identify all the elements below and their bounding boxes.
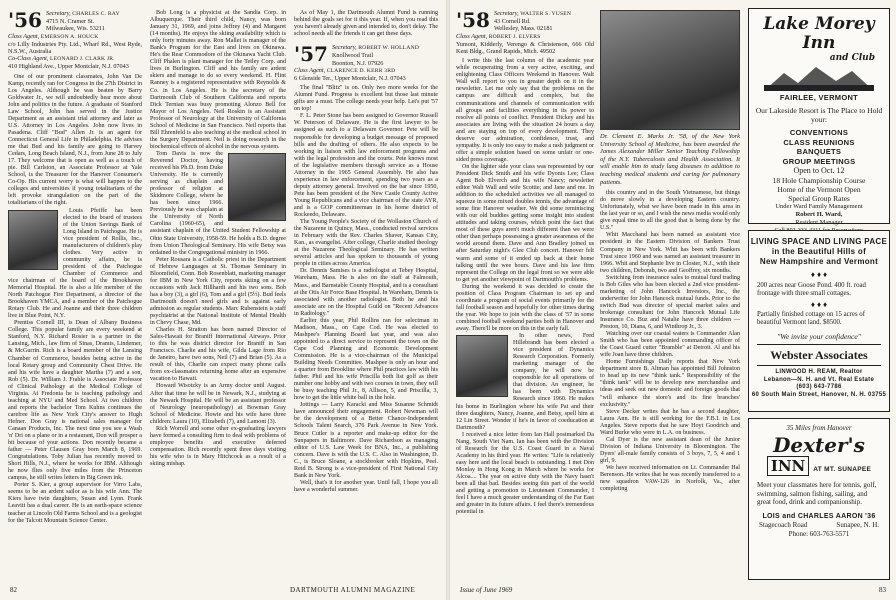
article-paragraph: Home Furnishings Daily reports that New York department store B. Altman has appointed Bill Johnston to head up its new "think tank." Responsibility of the "think tank" will be to develop new merchandise and ideas and seek out new domestic and foreign goods that "will enhance the store's and its fine branches' exclusivity.": [600, 359, 740, 408]
listing-text: 200 acres near Goose Pond. 400 ft. road frontage with three small cottages.: [757, 282, 866, 297]
agent-label: Class Agent,: [456, 32, 488, 40]
agent-address: c/o Lilly Industries Pty. Ltd., Wharf Rd., West Ryde, N.S.W., Australia: [8, 40, 142, 56]
article-paragraph: In other news, Fred Hillebrandt has been elected a vice president of Dynamics Research Corporation. Formerly marketing manager of the company, he will now be responsible for all operations of that division. An engineer, he has been with Dynamics Research since 1960. He makes his home in Burlington where his wife Pat and their three daughters, Nancy, Joanne, and Betsy, spell him at 12 Lin Street. Wonder if he's in favor of coeducation at Dartmouth?: [456, 333, 594, 431]
inn-event: BANQUETS: [796, 147, 842, 156]
secretary-city: Boonton, N.J. 07926: [331, 59, 384, 67]
column-2: [150, 10, 286, 580]
ad-headline: New Hampshire and Vermont: [759, 257, 879, 266]
realtor-name: LINWOOD H. REAM, Realtor: [775, 369, 863, 375]
article-paragraph: Dr. Dennis Samises is a radiologist at Tebey Hospital, Wareham, Mass. He is also on the staff at Falmouth, Mass., and Barnstable County Hospital, and is a consultant at the Otis Air Force Base Hospital. In Wareham, Dennis is associated with another radiologist. Both he and his associate are on the Hospital Guild on "Recent Advances in Radiology.": [294, 268, 438, 317]
secretary-label: Secretary,: [45, 10, 71, 17]
inn-role: Resident Manager: [795, 219, 843, 226]
agent-address: Yumont, Kidderly, Verengo & Christenson, 666 Old Kent Bldg., Grand Rapids, Mich. 49502: [456, 40, 594, 56]
agent-address: 6 Glenside Ter., Upper Montclair, N.J. 07043: [294, 75, 406, 82]
article-paragraph: The final "Blitz" is on. Only two more weeks for the Alumni Fund. Progress is excellent but those last minute gifts are a must. The college needs your help. Let's put '57 on top!: [294, 85, 438, 113]
secretary-address: 4715 N. Cramer St.: [45, 18, 95, 26]
inn-manager: Robert H. Ward,: [795, 211, 843, 218]
ad-headline: LIVING SPACE AND LIVING PACE: [750, 237, 888, 246]
secretary-name: WALTER S. YUSEN: [520, 11, 572, 17]
inn-name: Lake Morey Inn: [763, 14, 875, 53]
ad-slogan: "We invite your confidence": [777, 332, 861, 341]
column-3: [294, 10, 438, 580]
article-paragraph: I received a nice letter from Ian Hall postmarked Da Nang, South Viet Nam. Ian has been with the Division of Research for the U.S. Coast Guard in a Naval Academy in his third year. He writes: "Life is relatively easy here and the local beach is outstanding. I met Don Monlay in Hong Kong in March where he works for Alcoa.... The year on active duty with the Navy hasn't been all that bad. Besides seeing this part of the world and getting a promotion to Lieutenant Commander, I feel I have a much greater understanding of the Far East and greater in its future affairs. I feel there's tremendous potential in: [456, 431, 594, 516]
agent-label: Class Agent,: [8, 32, 40, 40]
dexter-logo: [749, 434, 889, 456]
ad-headline: in the Beautiful Hills of: [771, 247, 867, 256]
article-paragraph: Howard Wisotzky is an Army doctor until August. After that time he will be in Newark, N.J., studying at the Newark Hospital. He will be an assistant professor of Neurology (neuropathology) at Bowman Gray School of Medicine. Howie and his wife have three children: Laura (10), Elizabeth (7), and Lamont (3).: [150, 383, 286, 425]
secretary-name: ROBERT W. HOLLAND: [358, 45, 420, 52]
article-paragraph: Charles H. Stratton has been named Director of Sales-Hawaii for Braniff International Airways. Prior to this he was district director for Braniff in San Francisco. Charlie and his wife, Gilda Lage from Rio de Janeiro, have two sons, Neil (7) and Brian (5). As a result of this, Charlie can expect many phone calls from ex-classmates returning home after an expensive vacation to Hawaii.: [150, 327, 286, 383]
divider: [757, 365, 881, 366]
article-paragraph: One of our prominent classmates, John Van De Kamp, recently ran for Congress in the 27th District in Los Angeles. Although he was beaten by Barry Goldwater Jr., we will undoubtedly hear more about John and politics in the future. A graduate of Stanford Law School, John has served in the Justice Department as an assistant trial attorney and later as U.S. Attorney in Los Angeles. John now lives in Pasadena. Cliff "Bud" Allen Jr. is an agent for Connecticut General Life in Philadelphia. He advises me that Bud and his family are going to Harvey Cedars, Long Beach Island, N.J., from June 28 to July 17. They welcome that is open as well as a touch of pie. Bill Carlston, an Associate Professor at Yale School, is the Treasurer for the Hanover Consumer's Co-Op. His current worry is what will happen to the colleges and universities if young totalitarians of the left provoke strangulation on the part of the totalitarians of the right.: [8, 73, 142, 207]
left-page: [0, 0, 446, 600]
class-year: '58: [456, 8, 490, 32]
article-paragraph: Rich Worrell and some other ex-graduating lawyers have formed a consulting firm to deal with problems of employee benefits and executive deferred compensation. Rich recently spent three days visiting his wife who is in Mary Hitchcock as a result of a skiing mishap.: [150, 425, 286, 467]
dexter-road: Stagecoach Road: [759, 520, 808, 529]
inn-management: Under Ward Family Management: [775, 203, 863, 210]
inn-suffix: and Club: [829, 53, 875, 63]
portrait-photo: [456, 335, 508, 397]
class-year: '56: [8, 8, 42, 32]
featured-photo: [600, 10, 740, 130]
agent-name: ROBERT J. ELVERS: [488, 33, 541, 40]
class-year: '57: [294, 42, 328, 67]
article-paragraph: Earlier this year, Phil Rollins ran for selectman in Madison, Mass., on Cape Cod. He was elected to Mashpee's Planning Board last year, and was also appointed to a direct service to represent the town on the Cape Cod Planning and Economic Development Commission. He is a vice-chairman of the Municipal Building Needs Committee. Mashpee is only an hour and a quarter from Brookline where Phil practices law with his father. Phil and his wife Priscilla both list golf as their number one hobby and with two courses in town, they will be busy teaching Phil Jr., 8, Allison, 5, and Priscilla, 3, how to get the little white ball in the hole.: [294, 317, 438, 402]
article-paragraph: We have received information on Lt. Commander Hal Berenson. He writes that he was recently transferred to a new squadron VAW-126 in Norfolk, Va., after completing: [600, 464, 740, 493]
inn-location: FAIRLEE, VERMONT: [779, 93, 859, 102]
inn-tagline: Our Lakeside Resort is The Place to Hold your:: [755, 106, 883, 124]
realtor-phone: (603) 643-7786: [796, 384, 842, 390]
dexter-inn-word: INN: [767, 456, 809, 476]
secretary-label: Secretary,: [493, 10, 519, 17]
dexter-body: Meet your classmates here for tennis, golf, swimming, salmon fishing, sailing, and great food, drink and companionship.: [757, 481, 877, 507]
ad-webster-associates: [748, 230, 890, 412]
column-1: [456, 10, 594, 580]
dexter-address: [759, 521, 879, 530]
portrait-photo: [8, 210, 58, 270]
issue-line: Issue of June 1969: [460, 586, 513, 594]
agent-label: Class Agent,: [294, 66, 326, 74]
secretary-address: Knollwood Trail: [331, 52, 374, 60]
article-paragraph: Whit Macchand has been named as assistant vice president in the Eastern Division of Bankers Trust Company in New York. Whit has been with Bankers Trust since 1960 and was named an assistant treasurer in 1966. Whit and Stephanie live in Closter, N.J., with their two children, Deborah, two and Geoffrey, six months.: [600, 232, 740, 274]
article-paragraph: Prentiss Cornell III, is Dean of Albany Business College. This popular family are every weekend at Stanford, N.Y. Richard Rosier is a partner in the Lansing, Mich., law firm of Sinas, Dramis, Lindemer, & McGurrin. Rich is a board member of the Lansing Chamber of Commerce, besides being active in the local Rotary group and Community Chest Drive. He and his wife have a daughter Martha (7) and a son, Rob (5). Dr. William J. Frable is Associate Professor of Clinical Pathology at the Medical College of Virginia. At Fredonia he is teaching pathology and teaching at NYU and Med School. At two children and reports the bachelor Tom Kuhns continues the carefree life as New York City's answer to Hugh Hefner. Don Gray is national sales manager for Canaan Products, Inc. The next time you see a Wash 'n' Dri on a plane or in a restaurant, Don will prosper a bit because of your actions. Don recently became a father — Peter Clausen Gray born March 8, 1969. Congratulations. Toby Julian has recently moved to Short Hills, N.J., where he works for IBM. Although he now flies only five miles from the Princeton campus, he still writes letters in Big Green ink.: [8, 320, 142, 482]
dexter-name: Dexter's: [773, 433, 865, 457]
ornament: ♦ ♦ ♦: [810, 300, 828, 309]
footer-title: DARTMOUTH ALUMNI MAGAZINE: [290, 586, 416, 594]
article-paragraph: Jottings — Larry Karacki and Miss Susanne Schmidt have announced their engagement. Robert Newman will be the development of a Better Chance-Independent Schools Talent Search, 376 Park Avenue in New York. Bruce Cutler is a reporter and make-up editor for the Sunpapers in Baltimore. Dave Richardson as managing editor of U.S. Law Week for BNA, Inc., a publishing concern. Dave is with the U.S. C. Also in Washington, D. C., is Bruce Sloane, a stockbroker with Hopkins, Peel. Reid B. Strong is a vice-president of First National City Bank in New York.: [294, 402, 438, 479]
realtor-region: Lebanon—N. H. and Vt. Real Estate: [763, 376, 875, 383]
article-paragraph: Cal Dyer is the new assistant dean of the Junior Division of Indiana University in Bloomington. The Dyers' all-male family consists of 3 boys, 7, 5, 4 and 1 girl, 9.: [600, 436, 740, 464]
column-2: [600, 10, 740, 580]
ornament: ♦ ♦ ♦: [810, 270, 828, 279]
article-paragraph: this country and in the South Vietnamese, but things do move slowly in a developing Eastern country. Unfortunately, what we have been made in this area in the last year or so, and I wish the news media would only give equal time to all the good that is being done by the U.S.": [600, 190, 740, 232]
lake-scene-icon: [764, 65, 874, 91]
portrait-photo: [228, 153, 286, 221]
class56-header: [8, 10, 142, 71]
inn-home: Home of the Vermont Open: [777, 185, 861, 194]
article-paragraph: On the lighter side your class was represented by our President Dick Smith and his wife Dyonis Lee; Class Agent Bob Elverch and his wife Nancy; newsletter editor Walt Wall and wife Scottie; and Jane and me. In addition to the scheduled activities we all managed to squeeze in some mixed doubles tennis, the advantage of some fine Hanover weather. We did some reminiscing with our old buddies getting some insight into student attitudes and taking courses, which point the fact that most of these guys aren't much different than we were other than perhaps possessing a greater awareness of the world around them. Dave and Ann Bradley joined us after Saturday night's Glee Club concert. Hanover felt warm and some of it ended up back at their home talking until the wee hours. Dave and his law firm represent the College on the legal front so we were able to get yet another viewpoint of Dartmouth's problems.: [456, 163, 594, 283]
class58-header: [456, 10, 594, 55]
secretary-address: 43 Cornell Rd.: [493, 18, 531, 26]
article-paragraph: During the weekend it was decided to create the position of Class Program Chairman to set up and coordinate a program of social events primarily for the fall football season and hopefully for other times during the year. We hope to join with the class of '57 in some combined football weekend parties both in Hanover and away. There'll be more on this in the early fall.: [456, 283, 594, 332]
inn-golf: 18 Hole Championship Course: [772, 176, 866, 185]
article-paragraph: Porter S. Kier, a group supervisor for Virro Labs, seems to be an ardent sailor as is his wife Ann. The Kiers have twin daughters, Susan and Lynn. Frank Leavitt has a dual career. He is an earth-space science teacher at Lincoln Old Farms School and is a geologist for the Talcott Mountain Science Center.: [8, 482, 142, 524]
article-paragraph: The Young People's Society of the Wollaston Church of the Nazarene in Quincy, Mass., conducted revival services in February with the Rev. Charles Shaver, Kansas City, Kan., as evangelist. After college, Charlie studied theology at the Nazarene Theological Seminary. He has written several articles and has spoken to thousands of young people in cities across America.: [294, 219, 438, 268]
page-number: 83: [879, 586, 886, 594]
article-paragraph: Tom Davis is now the Reverend Doctor, having received his Ph.D. from Duke University. He is currently serving as chaplain and professor of religion at Skidmore College, where he has been since 1966. Previously he was chaplain at the University of North Carolina (1960-65), and assistant chaplain of the United Student Fellowship at Ohio State University, 1958-59. He holds a B.D. degree from Union Theological Seminary. His wife Betsy was ordained to the Congregational ministry in 1966.: [150, 150, 287, 256]
ad-distance: 35 Miles from Hanover: [786, 424, 852, 432]
page-number: 82: [10, 586, 17, 594]
secretary-city: Wellesley, Mass. 02181: [493, 25, 553, 33]
inn-event: CONVENTIONS: [789, 128, 849, 137]
article-paragraph: Steve Decker writes that he has a second daughter, Laura Ann. He is still working for the F.B.I. in Los Angeles. Steve reports that he saw Hoyt Goodrich and Ward Burke who were in L.A. on business.: [600, 408, 740, 436]
listing-text: Partially finished cottage on 15 acres of beautiful Vermont land. $8500.: [757, 311, 865, 326]
article-paragraph: F. L. Peter Stone has been assigned to Governor Russell W. Peterson of Delaware. He is the first lawyer to be assigned as such to a Delaware Governor. Pete will be responsible for developing a budget message of proposed bills and the drafting of others. He also expects to be working in liaison with law enforcement programs and with the legal profession and the courts. Pete knows most of the legislative members through service as a House Attorney in the 1965 General Assembly. He also has experience in law enforcement, spending two years as a deputy attorney general. Involved on the bar since 1950, Pete has been president of the New Castle County Active Young Republicans and a vice chairman of the state AYR, and is a GOP committeeman in his home district of Rockeedo, Delaware.: [294, 113, 438, 219]
dexter-inn-line: [749, 456, 889, 476]
coagent-address: 410 Highland Ave., Upper Montclair, N.J. 07043: [8, 63, 129, 71]
class57-header: [294, 44, 438, 82]
inn-event: CLASS REUNIONS: [783, 137, 855, 147]
secretary-label: Secretary,: [331, 44, 357, 52]
article-paragraph: Switching from insurance sales to mutual fund trading is Bob Giles who has been elected a 2nd vice president-marketing of John Hancock Investors, Inc., the underwriter for John Hancock mutual funds. Prior to the switch Bud was director of special market sales and brokerage consultant for John Hancock Mutual Life Insurance Co. Buz and Natalie have three children — Preston, 10, Diana, 6, and Winthrop Jr., 3.: [600, 274, 740, 331]
coagent-name: LEONARD J. CLARK JR.: [50, 56, 115, 63]
realtor-street: 60 South Main Street, Hanover, N. H. 03755: [751, 391, 887, 398]
inn-open-line: Open to Oct. 12: [793, 166, 845, 175]
secretary-city: Milwaukee, Wis. 53211: [45, 25, 105, 33]
dexter-location: AT MT. SUNAPEE: [813, 466, 872, 473]
article-paragraph: Bob Long is a physicist at the Sandia Corp. in Albuquerque. Their third child, Nancy, was born January 31, 1969, and joins Jeffrey (4) and Margaret (14 months). He enjoys the skiing availability which is only forty minutes away. Ron Mallet is manager of the Bank's Program for the East and lives on Okinawa. He's the Rear Commodore of the Okinawa Yacht Club. Cliff Phalen is plant manager for the Tetley Corp. and lives in Burlington. Cliff and his family are ardent skiers and manage to do so every weekend. H. Flint Ranney is a registered representative with Reynolds & Co. in Los Angeles. He is the secretary of the Dartmouth Club of Southern California and reports Dick Ternian was busy promoting Alonzo Bell for Mayor of Los Angeles. Neil Roskin is an Assistant Professor of Neurology at the University of California School of Medicine in San Francisco. Neil reports that Bill Ehrenfeld is also teaching at the medical school in the Surgery Department. Neil is doing research in the biochemical effects of alcohol in the nervous system.: [150, 10, 286, 150]
column-1: [8, 10, 142, 580]
agent-name: EMERSON A. HOUCK: [40, 33, 99, 40]
article-paragraph: Peter Rousara is a Catholic priest in the Department of Hebrew Languages at St. Thomas Seminary in Bloomfield, Conn. Bob Rosenblatt, marketing manager for IBM in New York City, reports skiing on a few occasions with Jack Hillhardt and his two sons. Bob has a boy (3), a girl (6), Tom and a girl (5½). Bud feels Dartmouth doesn't need girls and is against early admission as regular students. Marc Rubenstein is staff psychiatrist at the National Institute of Mental Health in Chevy Chase, Md.: [150, 256, 286, 327]
dexter-phone: Phone: 603-763-5571: [788, 529, 850, 538]
ad-dexters-inn: [748, 418, 890, 580]
article-paragraph: As of May 1, the Dartmouth Alumni Fund is running behind the goals set for it this year. If, when you read this you haven't already given and intended to, don't delay. The school needs all the friends it can get these days.: [294, 10, 438, 38]
article-paragraph: Watching over our coastal waters is Commander Alan Smith who has been appointed commanding officer of the Coast Guard cutter "Bramble" at Detroit. Al and his wife Joan have three children.: [600, 331, 740, 359]
inn-event: GROUP MEETINGS: [782, 156, 856, 166]
agent-name: CLARENCE D. KERR 3RD: [326, 67, 396, 74]
coagent-label: Co-Class Agent,: [8, 55, 49, 63]
right-page: [450, 0, 896, 600]
divider: [757, 344, 881, 345]
ad-lake-morey-inn: [748, 8, 890, 224]
dexter-town: Sunapee, N. H.: [836, 520, 879, 529]
photo-caption: Dr. Clement E. Marks Jr. '58, of the New York University School of Medicine, has been awarded the James Alexander Miller Senior Teaching Fellowship of the N.Y. Tuberculosis and Health Association. It will enable him to study lung diseases in addition to teaching medical students and caring for pulmonary patients.: [600, 133, 740, 186]
secretary-name: CHARLES C. RAY: [72, 11, 120, 17]
article-paragraph: I write this the last column of the academic year while recuperating from a very active, exciting, and enlightening Class Officers Weekend in Hanover. Walt Wall will report to you in greater depth on it in the newsletter. Let me only say that the problems on the campus are difficult and complex, but the communications and channels of communication with all groups and facilities everything in its power to resolve all points of conflict. President Dickey and his associates are living with the situation 24 hours a day and are staying on top of every development. They deserve our admiration, confidence, trust, and sympathy. It is only too easy to make a rash judgment or offer a simple solution based on some unfair or one-sided press coverage.: [456, 58, 594, 163]
article-paragraph: Louis Pfeiffe has been elected to the board of trustees of the Union Savings Bank of Long Island in Patchogue. He is vice president of Rollis, Inc., manufacturers of children's play clothes. Very active in community affairs, he is president of the Patchogue Chamber of Commerce and vice chairman of the board of the Brookhaven Memorial Hospital. He is also a life member of the North Patchogue Fire Department, a director of the Brookhaven YMCA, and a member of the Patchogue Rotary Club. He and Joanne and their three children live in Blue Point, N.Y.: [8, 207, 142, 320]
dexter-owners: LOIS and CHARLES AARON '36: [762, 512, 876, 520]
inn-special: Special Group Rates: [788, 194, 850, 203]
company-name: Webster Associates: [770, 348, 868, 362]
article-paragraph: Well, that's it for another year. Until fall, I hope you all have a wonderful summer.: [294, 479, 438, 493]
